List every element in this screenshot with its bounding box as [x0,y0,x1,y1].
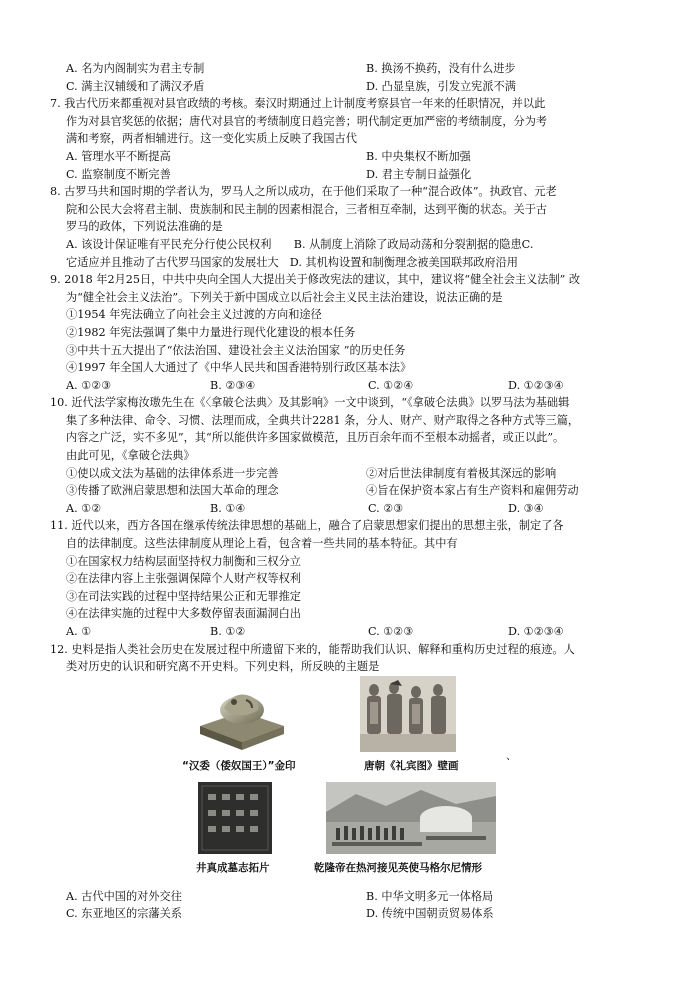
q10-items-row-2 [0,482,696,500]
q10-stem-line-3 [0,429,696,447]
q12-options-row-2 [0,905,696,923]
q12-options-row-1 [0,888,696,906]
q12-option-d: D. 传统中国朝贡贸易体系 [366,907,494,921]
q11-item-3-text: ③在司法实践的过程中坚持结果公正和无罪推定 [66,589,301,603]
q8-stem-line-2 [0,201,696,219]
q8-options-row-2 [0,254,696,272]
q10-options-row [0,500,696,518]
q6-option-d: D. 凸显皇族，引发立宪派不满 [366,79,516,93]
q11-item-4 [0,605,696,623]
q6-option-b: B. 换汤不换药，没有什么进步 [366,62,516,75]
q6-option-c: C. 满主汉辅缓和了满汉矛盾 [66,79,205,93]
qianlong-macartney-image [326,782,496,854]
q9-item-3 [0,342,696,360]
q11-option-c: C. ①②③ [368,625,414,638]
q9-option-c: C. ①②④ [368,378,414,392]
q9-item-4 [0,359,696,377]
q12-stem-text-2: 类对历史的认识和研究离不开史料。下列史料，所反映的主题是 [66,660,380,674]
q10-item-2: ②对后世法律制度有着极其深远的影响 [366,466,557,480]
q10-option-c: C. ②③ [368,501,404,515]
q11-stem-text-2: 自的法律制度。这些法律制度从理论上看，包含着一些共同的基本特征。其中有 [66,537,458,551]
q9-item-2-text: ②1982 年宪法强调了集中力量进行现代化建设的根本任务 [66,325,356,339]
q8-options-ab: A. 该设计保证唯有平民充分行使公民权利 B. 从制度上消除了政局动荡和分裂割据的隐患C. [66,237,534,251]
q11-item-4-text: ④在法律实施的过程中大多数停留表面漏洞白出 [66,607,301,621]
q12-stem-line-2 [0,658,696,676]
q9-stem-line-2 [0,289,696,307]
exam-page [0,60,696,923]
q7-option-a: A. 管理水平不断提高 [66,149,171,163]
q9-item-1-text: ①1954 年宪法确立了向社会主义过渡的方向和途径 [66,308,322,322]
q9-item-2 [0,324,696,342]
q11-stem-line-1 [0,517,696,535]
q10-option-b: B. ①④ [210,501,246,515]
q9-stem-line-1 [0,271,696,289]
q9-item-1 [0,306,696,324]
q11-option-b: B. ①② [210,625,246,638]
q10-stem-line-1 [0,394,696,412]
q9-item-3-text: ③中共十五大提出了“依法治国、建设社会主义法治国家 ”的历史任务 [66,343,406,357]
q11-options-row [0,623,696,641]
q10-option-a: A. ①② [66,501,102,515]
q8-stem-text-3: 罗马的政体，下列说法准确的是 [66,220,223,234]
q7-stem-text-2: 作为对县官奖惩的依据；唐代对县官的考绩制度日趋完善；明代制定更加严密的考绩制度，分为考 [66,114,548,128]
q11-item-2 [0,570,696,588]
q10-stem-text-1: 10. 近代法学家梅汝璈先生在《〈拿破仑法典〉及其影响》一文中谈到，“《拿破仑法典》以罗马法为基础辑 [50,396,570,410]
q11-item-1-text: ①在国家权力结构层面坚持权力制衡和三权分立 [66,554,301,568]
q11-item-2-text: ②在法律内容上主张强调保障个人财产权等权利 [66,572,301,586]
q10-stem-text-3: 内容之广泛，实不多见”，其“所以能供许多国家做模范，且历百余年而不至根本动摇者，或正以此”。 [66,431,565,445]
q12-stem-line-1 [0,641,696,659]
q7-options-row-1 [0,148,696,166]
q10-stem-text-4: 由此可见，《拿破仑法典》 [66,449,195,463]
q7-stem-text-1: 7. 我古代历来都重视对县官政绩的考核。秦汉时期通过上计制度考察县官一年来的任职情况，并以此 [50,97,546,111]
q12-figures [0,676,696,888]
q8-stem-text-2: 院和公民大会将君主制、贵族制和民主制的因素相混合，三者相互牵制，达到平衡的状态。关于古 [66,202,548,216]
fig-caption-epitaph: 井真成墓志拓片 [196,861,270,874]
fig-stray-mark: 、 [506,749,517,762]
q6-options-row-1 [0,60,696,78]
q9-option-d: D. ①②③④ [508,378,564,392]
q12-stem-text-1: 12. 史料是指人类社会历史在发展过程中所遗留下来的，能帮助我们认识、解释和重构历史过程的痕迹。人 [50,642,575,656]
q8-stem-text-1: 8. 古罗马共和国时期的学者认为，罗马人之所以成功，在于他们采取了一种“混合政体”。执政官、元老 [50,185,557,199]
q8-options-row-1 [0,236,696,254]
q10-item-1: ①使以成文法为基础的法律体系进一步完善 [66,466,279,480]
q11-item-1 [0,553,696,571]
q7-option-d: D. 君主专制日益强化 [366,167,472,181]
q7-stem-line-3 [0,130,696,148]
q10-stem-text-2: 集了多种法律、命令、习惯、法理而成，全典共计2281 条，分人、财产、财产取得之各种方式等三篇， [66,413,580,427]
q12-option-b: B. 中华文明多元一体格局 [366,889,494,903]
q11-option-a: A. ① [66,625,92,638]
q9-stem-text-1: 9. 2018 年2月25日，中共中央向全国人大提出关于修改宪法的建议，其中，建议将“健全社会主义法制” 改 [50,273,581,287]
q9-option-b: B. ②③④ [210,378,256,392]
q8-options-cd: 它适应并且推动了古代罗马国家的发展壮大 D. 其机构设置和制衡理念被美国联邦政府沿用 [66,255,518,269]
gold-seal-image [194,682,290,752]
q7-stem-text-3: 满和考察，两者相辅进行。这一变化实质上反映了我国古代 [66,132,357,146]
q8-stem-line-1 [0,183,696,201]
q11-stem-line-2 [0,535,696,553]
q9-item-4-text: ④1997 年全国人大通过了《中华人民共和国香港特别行政区基本法》 [66,361,412,375]
fig-caption-qianlong: 乾隆帝在热河接见英使马格尔尼情形 [314,861,482,874]
epitaph-rubbing-image [198,782,272,854]
q7-option-b: B. 中央集权不断加强 [366,149,471,163]
q9-options-row [0,377,696,395]
q10-option-d: D. ③④ [508,501,544,515]
q10-stem-line-4 [0,447,696,465]
q10-item-4: ④旨在保护资本家占有生产资料和雇佣劳动 [366,484,579,498]
q10-stem-line-2 [0,412,696,430]
q9-option-a: A. ①②③ [66,378,112,392]
q7-option-c: C. 监察制度不断完善 [66,167,171,181]
q11-item-3 [0,588,696,606]
q7-stem-line-1 [0,95,696,113]
q9-stem-text-2: 为“健全社会主义法治”。下列关于新中国成立以后社会主义民主法治建设，说法正确的是 [66,290,503,304]
tang-mural-image [360,676,456,752]
q6-option-a: A. 名为内阁制实为君主专制 [66,62,205,75]
q8-stem-line-3 [0,218,696,236]
q10-item-3: ③传播了欧洲启蒙思想和法国大革命的理念 [66,484,279,498]
q11-stem-text-1: 11. 近代以来，西方各国在继承传统法律思想的基础上，融合了启蒙思想家们提出的思想主张，制定了各 [50,519,564,533]
fig-caption-gold-seal: “汉委（倭奴国王）”金印 [182,759,296,772]
q7-stem-line-2 [0,113,696,131]
q10-items-row-1 [0,465,696,483]
q11-option-d: D. ①②③④ [508,625,564,638]
q12-option-a: A. 古代中国的对外交往 [66,889,182,903]
q12-option-c: C. 东亚地区的宗藩关系 [66,907,182,921]
q7-options-row-2 [0,166,696,184]
q6-options-row-2 [0,78,696,96]
fig-caption-tang-mural: 唐朝《礼宾图》壁画 [364,759,459,772]
